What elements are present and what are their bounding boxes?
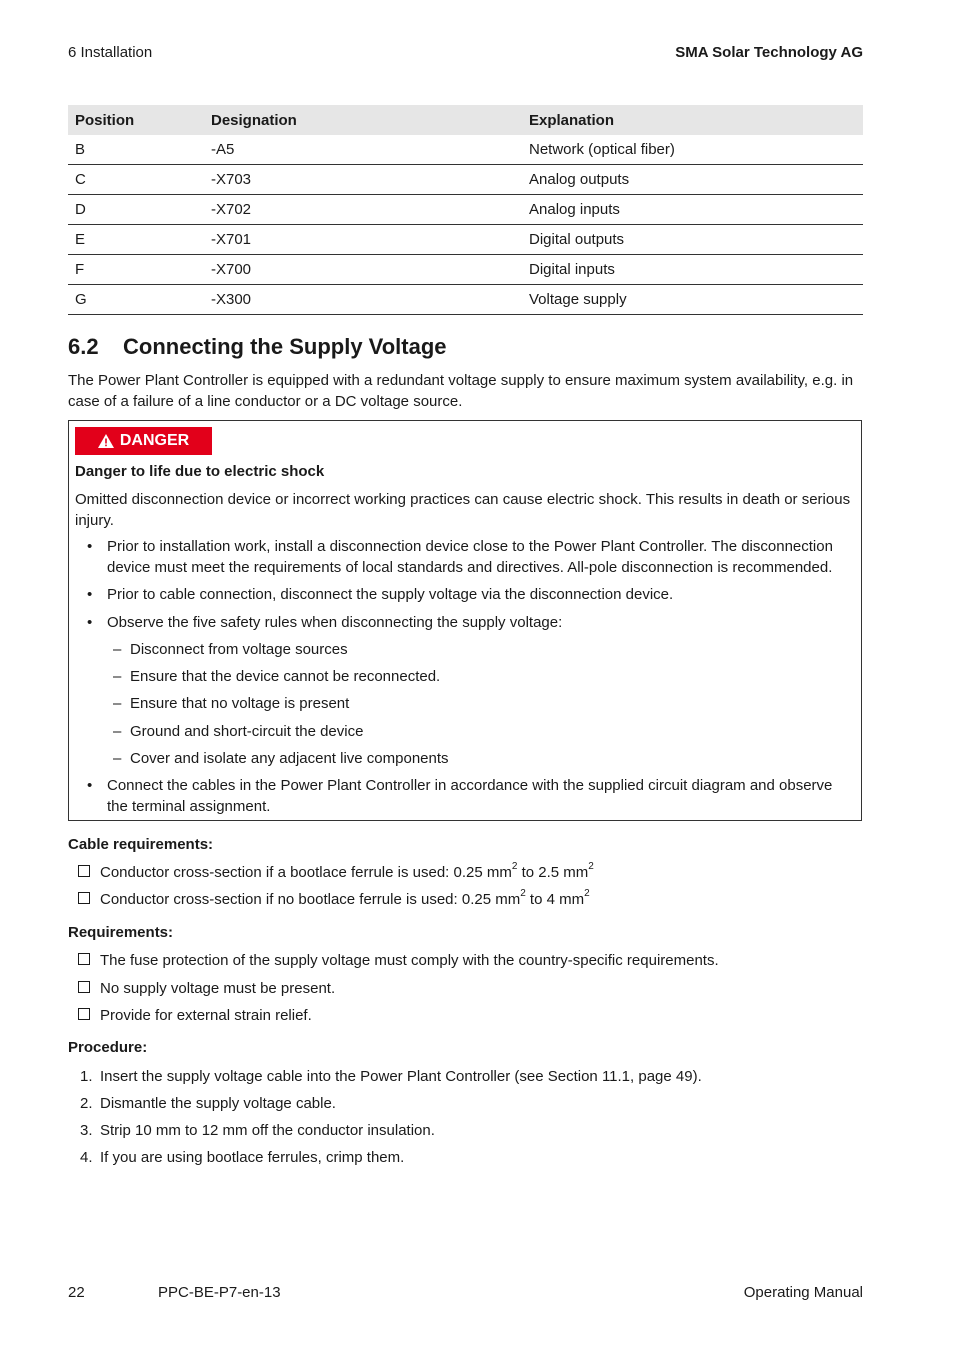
bullet-icon: •: [87, 614, 93, 631]
step-number: 4.: [80, 1149, 93, 1166]
document-type: Operating Manual: [743, 1284, 863, 1301]
step-text: Strip 10 mm to 12 mm off the conductor insulation.: [100, 1122, 435, 1139]
checklist-item: [78, 978, 335, 999]
table-cell: C: [68, 165, 204, 195]
step-number: 2.: [80, 1095, 93, 1112]
table-cell: -X701: [204, 225, 522, 255]
rule-text: Ensure that no voltage is present: [130, 695, 350, 712]
danger-heading: Danger to life due to electric shock: [75, 463, 325, 480]
column-header: Designation: [204, 105, 522, 135]
table-cell: G: [68, 285, 204, 315]
superscript: 2: [511, 861, 518, 872]
dash-icon: –: [113, 695, 122, 712]
table-row: [68, 195, 863, 225]
bullet-text: Observe the five safety rules when disconnecting the supply voltage:: [107, 614, 563, 631]
checklist-item: [78, 862, 594, 883]
table-cell: -X702: [204, 195, 522, 225]
table-cell: Digital inputs: [522, 255, 863, 285]
table-cell: E: [68, 225, 204, 255]
check-text: Conductor cross-section if a bootlace ferrule is used: 0.25 mm: [100, 864, 512, 881]
list-item: [113, 666, 440, 687]
section-number: 6.2: [68, 334, 99, 359]
table-cell: Digital outputs: [522, 225, 863, 255]
table-cell: -X300: [204, 285, 522, 315]
procedure-step: [80, 1120, 435, 1141]
intro-paragraph: The Power Plant Controller is equipped with a redundant voltage supply to ensure maximum system availability, e.g. in case of a failure of a line conductor or a DC voltage source.: [68, 372, 854, 410]
check-text: Provide for external strain relief.: [100, 1007, 312, 1024]
danger-badge: [75, 427, 212, 455]
rule-text: Ground and short-circuit the device: [130, 723, 364, 740]
section-title-text: Connecting the Supply Voltage: [123, 334, 447, 359]
checkbox-icon: [78, 953, 90, 965]
table-cell: -A5: [204, 135, 522, 165]
cable-requirements-heading: Cable requirements:: [68, 836, 214, 853]
danger-box: [68, 420, 862, 821]
checklist-item: [78, 1005, 312, 1026]
procedure-step: [80, 1147, 404, 1168]
dash-icon: –: [113, 723, 122, 740]
procedure-heading: Procedure:: [68, 1039, 148, 1056]
step-number: 3.: [80, 1122, 93, 1139]
warning-triangle-icon: [98, 434, 114, 448]
list-item: [87, 536, 847, 578]
danger-badge-label: DANGER: [119, 432, 190, 449]
bullet-icon: •: [87, 586, 93, 603]
procedure-step: [80, 1066, 702, 1087]
header-section: 6 Installation: [68, 44, 153, 61]
table-row: [68, 135, 863, 165]
table-cell: Network (optical fiber): [522, 135, 863, 165]
list-item: [113, 693, 349, 714]
bullet-text: Prior to installation work, install a disconnection device close to the Power Plant Controller. The disconnection device must meet the requirements of local standards and directives. All-pole disconnection is recommended.: [107, 538, 833, 576]
table-row: [68, 165, 863, 195]
table-cell: Voltage supply: [522, 285, 863, 315]
rule-text: Ensure that the device cannot be reconnected.: [130, 668, 441, 685]
header-company: SMA Solar Technology AG: [675, 44, 863, 61]
check-text: Conductor cross-section if no bootlace ferrule is used: 0.25 mm: [100, 891, 521, 908]
list-item: [113, 639, 348, 660]
check-text: The fuse protection of the supply voltage must comply with the country-specific requirements.: [100, 952, 719, 969]
dash-icon: –: [113, 750, 122, 767]
list-item: [113, 721, 363, 742]
step-number: 1.: [80, 1068, 93, 1085]
list-item: [87, 775, 847, 817]
position-table: [68, 105, 863, 315]
dash-icon: –: [113, 668, 122, 685]
checkbox-icon: [78, 1008, 90, 1020]
document-code: PPC-BE-P7-en-13: [158, 1284, 281, 1301]
table-cell: -X703: [204, 165, 522, 195]
check-text: to 2.5 mm: [517, 864, 589, 881]
bullet-text: Connect the cables in the Power Plant Controller in accordance with the supplied circuit diagram and observe the terminal assignment.: [107, 777, 833, 815]
procedure-step: [80, 1093, 336, 1114]
bullet-icon: •: [87, 538, 93, 555]
list-item: [87, 612, 847, 633]
table-cell: F: [68, 255, 204, 285]
table-cell: -X700: [204, 255, 522, 285]
page-number: 22: [68, 1284, 85, 1301]
column-header: Explanation: [522, 105, 863, 135]
list-item: [87, 584, 847, 605]
step-text: If you are using bootlace ferrules, crimp them.: [100, 1149, 405, 1166]
table-cell: Analog inputs: [522, 195, 863, 225]
table-cell: B: [68, 135, 204, 165]
table-cell: Analog outputs: [522, 165, 863, 195]
checklist-item: [78, 889, 590, 910]
check-text: No supply voltage must be present.: [100, 980, 336, 997]
table-header-row: [68, 105, 863, 135]
table-cell: D: [68, 195, 204, 225]
bullet-text: Prior to cable connection, disconnect the supply voltage via the disconnection device.: [107, 586, 674, 603]
section-title: [68, 334, 447, 360]
table-row: [68, 255, 863, 285]
table-row: [68, 285, 863, 315]
column-header: Position: [68, 105, 204, 135]
requirements-heading: Requirements:: [68, 924, 174, 941]
bullet-icon: •: [87, 777, 93, 794]
check-text: to 4 mm: [525, 891, 585, 908]
checkbox-icon: [78, 892, 90, 904]
step-text: Insert the supply voltage cable into the Power Plant Controller (see Section 11.1, page 49).: [100, 1068, 702, 1085]
superscript: 2: [588, 861, 594, 872]
checklist-item: [78, 950, 719, 971]
rule-text: Disconnect from voltage sources: [130, 641, 348, 658]
dash-icon: –: [113, 641, 122, 658]
superscript: 2: [584, 888, 590, 899]
checkbox-icon: [78, 981, 90, 993]
rule-text: Cover and isolate any adjacent live components: [130, 750, 449, 767]
list-item: [113, 748, 449, 769]
step-text: Dismantle the supply voltage cable.: [100, 1095, 336, 1112]
table-row: [68, 225, 863, 255]
danger-text: Omitted disconnection device or incorrect working practices can cause electric shock. This results in death or serious injury.: [75, 491, 851, 529]
checkbox-icon: [78, 865, 90, 877]
superscript: 2: [520, 888, 526, 899]
